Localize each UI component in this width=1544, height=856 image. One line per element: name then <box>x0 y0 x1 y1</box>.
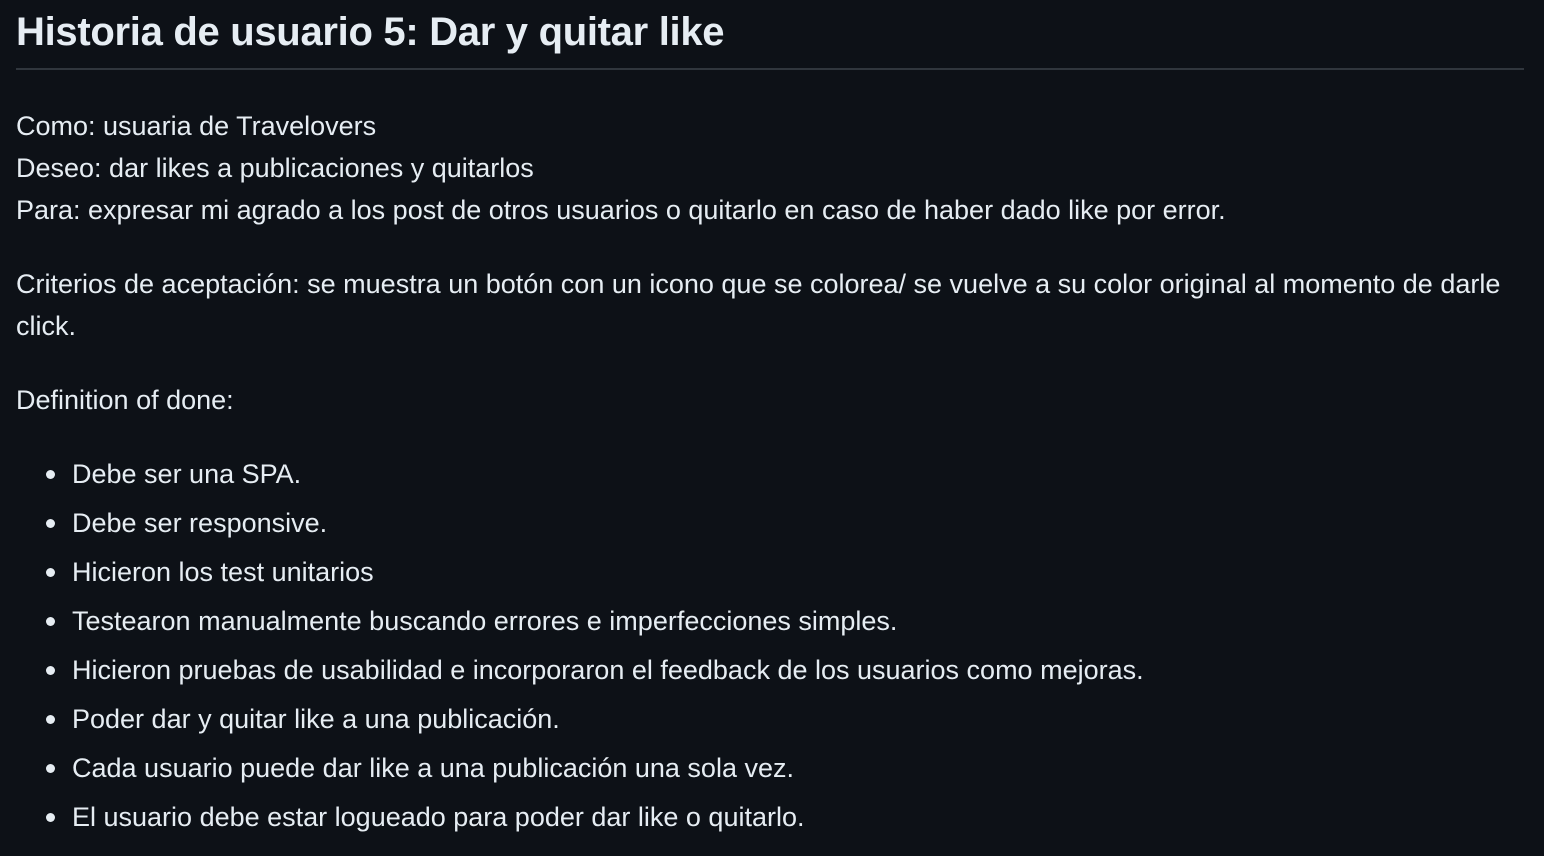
page-title: Historia de usuario 5: Dar y quitar like <box>16 10 725 54</box>
bullet-icon <box>46 519 55 528</box>
heading-divider <box>16 68 1524 70</box>
list-item-text: Cada usuario puede dar like a una publicación una sola vez. <box>72 753 794 783</box>
definition-of-done-label: Definition of done: <box>16 385 234 415</box>
list-item <box>16 453 1524 502</box>
list-item-text: Debe ser una SPA. <box>72 459 302 489</box>
acceptance-criteria: Criterios de aceptación: se muestra un botón con un icono que se colorea/ se vuelve a su color original al momento de darle click. <box>16 269 1501 341</box>
list-item-text: Poder dar y quitar like a una publicación. <box>72 704 560 734</box>
bullet-icon <box>46 470 55 479</box>
list-item-text: Debe ser responsive. <box>72 508 328 538</box>
list-item <box>16 600 1524 649</box>
story-deseo: Deseo: dar likes a publicaciones y quitarlos <box>16 153 534 183</box>
list-item-text: El usuario debe estar logueado para poder dar like o quitarlo. <box>72 802 805 832</box>
story-para: Para: expresar mi agrado a los post de otros usuarios o quitarlo en caso de haber dado like por error. <box>16 195 1226 225</box>
list-item <box>16 747 1524 796</box>
user-story <box>16 105 1524 231</box>
bullet-icon <box>46 764 55 773</box>
list-item <box>16 551 1524 600</box>
list-item-text: Hicieron los test unitarios <box>72 557 374 587</box>
list-item <box>16 649 1524 698</box>
list-item-text: Testearon manualmente buscando errores e imperfecciones simples. <box>72 606 898 636</box>
story-como: Como: usuaria de Travelovers <box>16 111 377 141</box>
list-item <box>16 698 1524 747</box>
list-item <box>16 796 1524 845</box>
bullet-icon <box>46 715 55 724</box>
definition-of-done-list <box>16 453 1524 845</box>
bullet-icon <box>46 813 55 822</box>
bullet-icon <box>46 568 55 577</box>
list-item <box>16 502 1524 551</box>
bullet-icon <box>46 666 55 675</box>
list-item-text: Hicieron pruebas de usabilidad e incorporaron el feedback de los usuarios como mejoras. <box>72 655 1144 685</box>
bullet-icon <box>46 617 55 626</box>
